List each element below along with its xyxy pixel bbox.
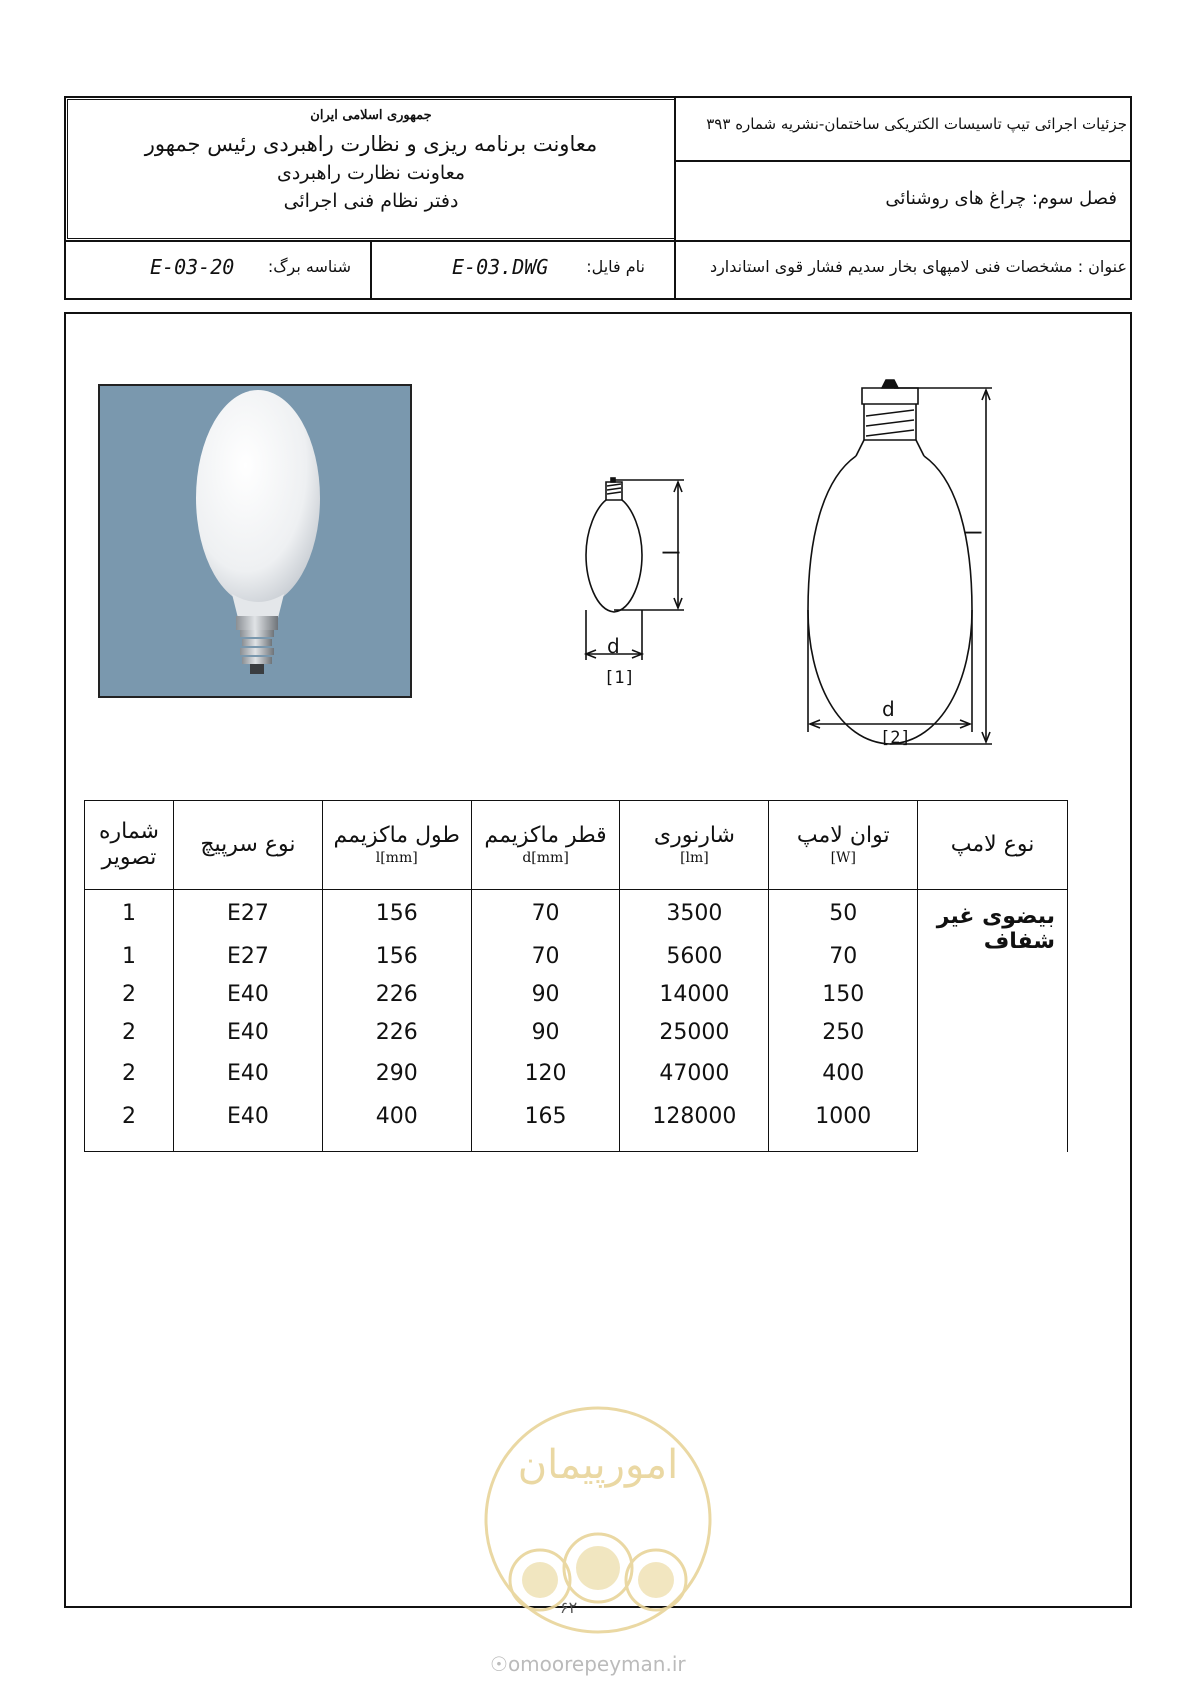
cell-spacer	[85, 1138, 174, 1152]
column-header-title: شارنوری	[653, 823, 735, 848]
deputy-supervision: معاونت نظارت راهبردی	[276, 162, 466, 184]
cell-diameter: 90	[471, 1014, 620, 1052]
cell-diameter: 120	[471, 1052, 620, 1096]
table-body	[85, 890, 1068, 1152]
header-divider-sheet	[370, 240, 372, 300]
cell-flux: 14000	[620, 976, 769, 1014]
fig2-diameter-label: d	[882, 697, 895, 721]
cell-power: 70	[769, 938, 918, 976]
publication-title: جزئیات اجرائی تیپ تاسیسات الکتریکی ساختمان-نشریه شماره ۳۹۳	[706, 115, 1127, 133]
cell-diameter: 70	[471, 890, 620, 938]
cell-spacer	[173, 1138, 322, 1152]
column-header-title: نوع سرپیچ	[200, 832, 296, 857]
fig1-length-label: l	[656, 549, 682, 556]
file-name: E-03.DWG	[452, 255, 549, 279]
cell-base: E27	[173, 890, 322, 938]
fig2-caption: [2]	[880, 728, 911, 748]
cell-figure: 2	[85, 976, 174, 1014]
cell-length: 226	[322, 976, 471, 1014]
sheet-id-label: شناسه برگ:	[267, 257, 351, 276]
lamp-type-cell: بیضوی غیر شفاف	[918, 890, 1068, 1152]
column-header	[769, 801, 918, 890]
cell-flux: 25000	[620, 1014, 769, 1052]
column-header-unit: [W]	[830, 850, 856, 866]
cell-figure: 1	[85, 938, 174, 976]
cell-base: E40	[173, 1014, 322, 1052]
fig2-length-label: l	[958, 529, 984, 536]
cell-base: E27	[173, 938, 322, 976]
cell-flux: 128000	[620, 1096, 769, 1138]
cell-base: E40	[173, 1052, 322, 1096]
column-header-title: طول ماکزیمم	[333, 823, 460, 848]
chapter-title: فصل سوم: چراغ های روشنائی	[885, 188, 1117, 209]
cell-power: 400	[769, 1052, 918, 1096]
figure-1-drawing	[586, 478, 684, 660]
column-header	[620, 801, 769, 890]
cell-diameter: 70	[471, 938, 620, 976]
column-header-unit: d[mm]	[522, 850, 569, 866]
column-header	[918, 801, 1068, 890]
cell-diameter: 90	[471, 976, 620, 1014]
cell-length: 156	[322, 890, 471, 938]
website-text: omoorepeyman.ir	[507, 1652, 686, 1676]
omoorepeyman-logo-icon	[478, 1400, 718, 1640]
cell-power: 50	[769, 890, 918, 938]
cell-spacer	[322, 1138, 471, 1152]
lamp-dimension-drawings	[560, 360, 1020, 760]
logo-text: امورپیمان	[517, 1442, 679, 1488]
figure-2-drawing	[808, 380, 992, 744]
column-header	[471, 801, 620, 890]
file-name-label: نام فایل:	[586, 257, 645, 276]
deputy-planning: معاونت برنامه ریزی و نظارت راهبردی رئیس جمهور	[144, 132, 598, 156]
fig1-caption: [1]	[604, 668, 635, 688]
header-divider-bottom	[65, 240, 1131, 242]
technical-office: دفتر نظام فنی اجرائی	[283, 190, 459, 212]
column-header	[322, 801, 471, 890]
cell-power: 1000	[769, 1096, 918, 1138]
cell-figure: 2	[85, 1052, 174, 1096]
cell-length: 226	[322, 1014, 471, 1052]
cell-base: E40	[173, 976, 322, 1014]
sheet-id: E-03-20	[150, 255, 235, 279]
website-watermark[interactable]	[490, 1652, 686, 1676]
cell-power: 250	[769, 1014, 918, 1052]
column-header-title: شماره تصویر	[98, 819, 159, 870]
column-header-title: توان لامپ	[796, 823, 890, 848]
column-header-title: قطر ماکزیمم	[484, 823, 607, 848]
column-header-title: نوع لامپ	[950, 832, 1035, 857]
cell-spacer	[769, 1138, 918, 1152]
government-name: جمهوری اسلامی ایران	[310, 108, 432, 123]
cell-power: 150	[769, 976, 918, 1014]
cell-spacer	[620, 1138, 769, 1152]
header-divider-publication	[675, 160, 1131, 162]
sheet-title: عنوان : مشخصات فنی لامپهای بخار سدیم فشار قوی استاندارد	[709, 257, 1127, 276]
cell-length: 156	[322, 938, 471, 976]
cell-diameter: 165	[471, 1096, 620, 1138]
column-header-unit: l[mm]	[375, 850, 418, 866]
fig1-diameter-label: d	[607, 634, 620, 658]
cell-length: 290	[322, 1052, 471, 1096]
column-header	[173, 801, 322, 890]
lamp-photo-icon	[100, 386, 410, 696]
cell-base: E40	[173, 1096, 322, 1138]
lamp-spec-table	[84, 800, 1068, 1152]
page-number: ۶۲	[560, 1598, 578, 1617]
cell-flux: 47000	[620, 1052, 769, 1096]
lamp-photo	[98, 384, 412, 698]
cell-length: 400	[322, 1096, 471, 1138]
table-row	[85, 890, 1068, 938]
cell-figure: 2	[85, 1014, 174, 1052]
cell-figure: 2	[85, 1096, 174, 1138]
cell-spacer	[471, 1138, 620, 1152]
table-header-row	[85, 801, 1068, 890]
globe-icon: ☉	[490, 1652, 508, 1676]
cell-flux: 5600	[620, 938, 769, 976]
column-header	[85, 801, 174, 890]
column-header-unit: [lm]	[680, 850, 709, 866]
cell-flux: 3500	[620, 890, 769, 938]
cell-figure: 1	[85, 890, 174, 938]
